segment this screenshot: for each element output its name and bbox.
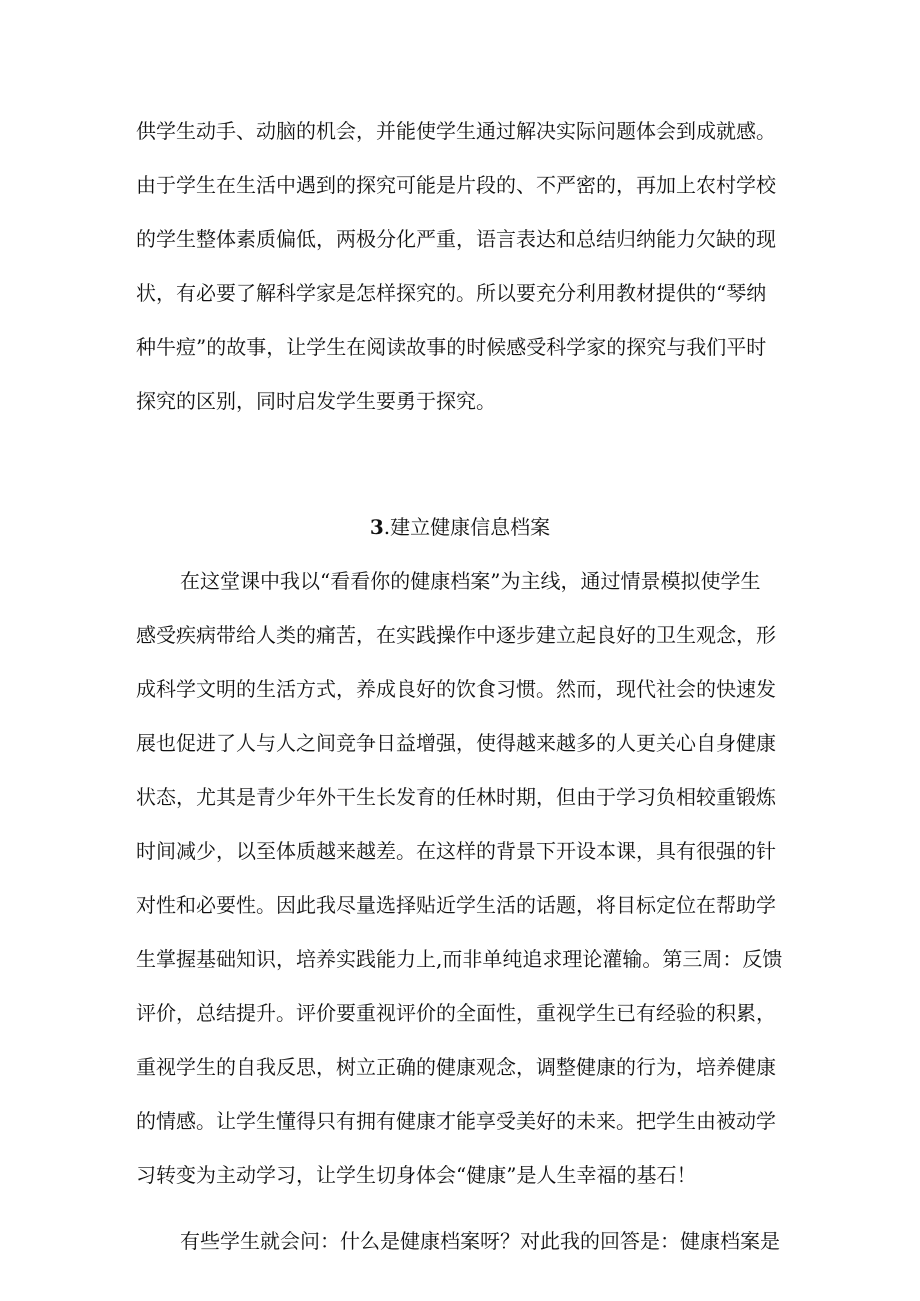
text-line: 由于学生在生活中遇到的探究可能是片段的、不严密的，再加上农村学校 xyxy=(136,173,776,197)
text-line: 展也促进了人与人之间竞争日益增强，使得越来越多的人更关心自身健康 xyxy=(136,731,776,755)
section-number: 3 xyxy=(369,515,384,539)
section-title: .建立健康信息档案 xyxy=(383,515,551,539)
text-line: 状态，尤其是青少年外干生长发育的任林时期，但由于学习负相较重锻炼 xyxy=(136,785,776,809)
text-line: 感受疾病带给人类的痛苦，在实践操作中逐步建立起良好的卫生观念，形 xyxy=(136,623,776,647)
text-line: 有些学生就会问：什么是健康档案呀？对此我的回答是：健康档案是 xyxy=(180,1229,780,1253)
text-line: 成科学文明的生活方式，养成良好的饮食习惯。然而，现代社会的快速发 xyxy=(136,677,776,701)
text-line: 生掌握基础知识，培养实践能力上,而非单纯追求理论灌输。第三周：反馈 xyxy=(136,947,783,971)
text-line: 供学生动手、动脑的机会，并能使学生通过解决实际问题体会到成就感。 xyxy=(136,119,776,143)
text-line: 对性和必要性。因此我尽量选择贴近学生活的话题，将目标定位在帮助学 xyxy=(136,893,776,917)
text-line: 状，有必要了解科学家是怎样探究的。所以要充分利用教材提供的“琴纳 xyxy=(136,281,767,305)
text-line: 评价，总结提升。评价要重视评价的全面性，重视学生已有经验的积累， xyxy=(136,1001,776,1025)
text-line: 重视学生的自我反思，树立正确的健康观念，调整健康的行为，培养健康 xyxy=(136,1055,776,1079)
text-line: 种牛痘”的故事，让学生在阅读故事的时候感受科学家的探究与我们平时 xyxy=(136,335,767,359)
text-line: 在这堂课中我以“看看你的健康档案”为主线，通过情景模拟使学生 xyxy=(180,569,761,593)
text-line: 探究的区别，同时启发学生要勇于探究。 xyxy=(136,389,496,413)
section-heading xyxy=(0,512,920,542)
text-line: 的学生整体素质偏低，两极分化严重，语言表达和总结归纳能力欠缺的现 xyxy=(136,227,776,251)
text-line: 的情感。让学生懂得只有拥有健康才能享受美好的未来。把学生由被动学 xyxy=(136,1109,776,1133)
text-line: 时间减少，以至体质越来越差。在这样的背景下开设本课，具有很强的针 xyxy=(136,839,776,863)
text-line: 习转变为主动学习，让学生切身体会“健康”是人生幸福的基石！ xyxy=(136,1163,697,1187)
